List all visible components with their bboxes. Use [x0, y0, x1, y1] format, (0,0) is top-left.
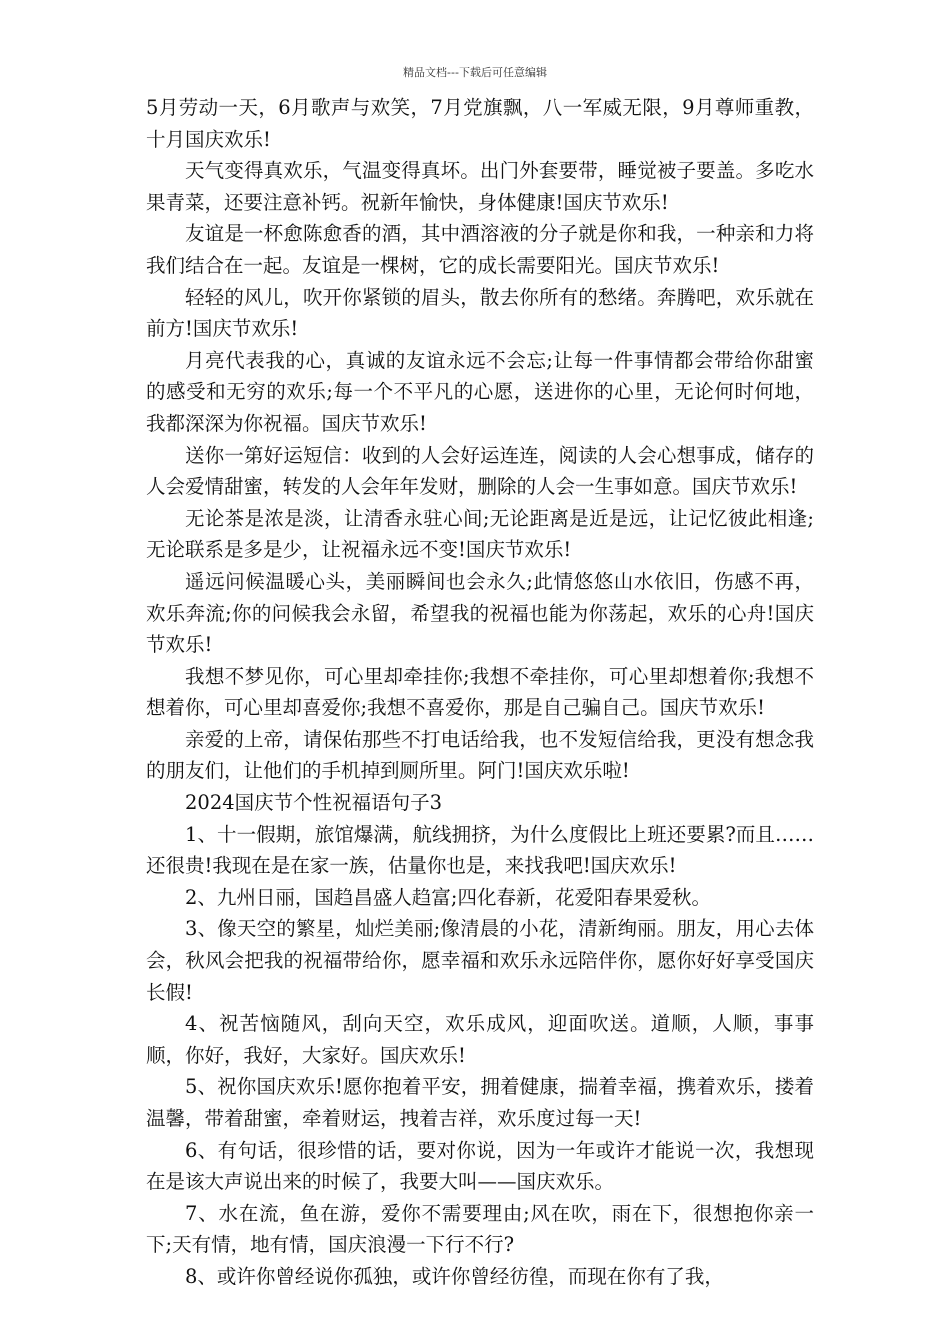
list-item: 3、像天空的繁星，灿烂美丽;像清晨的小花，清新绚丽。朋友，用心去体会，秋风会把我的祝福带给你，愿幸福和欢乐永远陪伴你，愿你好好享受国庆长假! [146, 917, 814, 1004]
paragraph: 遥远问候温暖心头，美丽瞬间也会永久;此情悠悠山水依旧，伤感不再，欢乐奔流;你的问候我会永留，希望我的祝福也能为你荡起，欢乐的心舟!国庆节欢乐! [146, 569, 814, 657]
list-item: 4、祝苦恼随风，刮向天空，欢乐成风，迎面吹送。道顺，人顺，事事顺，你好，我好，大家好。国庆欢乐! [146, 1012, 814, 1067]
paragraph: 月亮代表我的心，真诚的友谊永远不会忘;让每一件事情都会带给你甜蜜的感受和无穷的欢乐;每一个不平凡的心愿，送进你的心里，无论何时何地，我都深深为你祝福。国庆节欢乐! [146, 348, 814, 435]
list-item: 2、九州日丽，国趋昌盛人趋富;四化春新，花爱阳春果爱秋。 [185, 885, 711, 909]
list-item: 1、十一假期，旅馆爆满，航线拥挤，为什么度假比上班还要累?而且……还很贵!我现在是在家一族，估量你也是，来找我吧!国庆欢乐! [146, 822, 814, 878]
document-body [146, 92, 814, 1293]
paragraph: 天气变得真欢乐，气温变得真坏。出门外套要带，睡觉被子要盖。多吃水果青菜，还要注意补钙。祝新年愉快，身体健康!国庆节欢乐! [146, 159, 814, 214]
list-item: 7、水在流，鱼在游，爱你不需要理由;风在吹，雨在下，很想抱你亲一下;天有情，地有情，国庆浪漫一下行不行? [146, 1201, 814, 1257]
paragraph: 轻轻的风儿，吹开你紧锁的眉头，散去你所有的愁绪。奔腾吧，欢乐就在前方!国庆节欢乐! [146, 285, 814, 341]
page-header: 精品文档---下载后可任意编辑 [403, 66, 547, 79]
list-item: 8、或许你曾经说你孤独，或许你曾经彷徨，而现在你有了我， [185, 1264, 724, 1288]
paragraph: 送你一第好运短信：收到的人会好运连连，阅读的人会心想事成，储存的人会爱情甜蜜，转发的人会年年发财，删除的人会一生事如意。国庆节欢乐! [146, 443, 814, 499]
paragraph: 友谊是一杯愈陈愈香的酒，其中酒溶液的分子就是你和我，一种亲和力将我们结合在一起。友谊是一棵树，它的成长需要阳光。国庆节欢乐! [146, 222, 814, 277]
paragraph: 亲爱的上帝，请保佑那些不打电话给我，也不发短信给我，更没有想念我的朋友们，让他们的手机掉到厕所里。阿门!国庆欢乐啦! [146, 727, 814, 783]
list-item: 6、有句话，很珍惜的话，要对你说，因为一年或许才能说一次，我想现在是该大声说出来的时候了，我要大叫——国庆欢乐。 [146, 1138, 814, 1194]
paragraph: 我想不梦见你，可心里却牵挂你;我想不牵挂你，可心里却想着你;我想不想着你，可心里却喜爱你;我想不喜爱你，那是自己骗自己。国庆节欢乐! [146, 664, 814, 720]
list-item: 5、祝你国庆欢乐!愿你抱着平安，拥着健康，揣着幸福，携着欢乐，搂着温馨，带着甜蜜，牵着财运，拽着吉祥，欢乐度过每一天! [146, 1075, 814, 1130]
paragraph: 无论茶是浓是淡，让清香永驻心间;无论距离是近是远，让记忆彼此相逢;无论联系是多是少，让祝福永远不变!国庆节欢乐! [146, 506, 814, 562]
paragraph: 5月劳动一天，6月歌声与欢笑，7月党旗飘，八一军威无限，9月尊师重教，十月国庆欢乐! [146, 96, 814, 151]
section-heading: 2024国庆节个性祝福语句子3 [185, 791, 443, 815]
